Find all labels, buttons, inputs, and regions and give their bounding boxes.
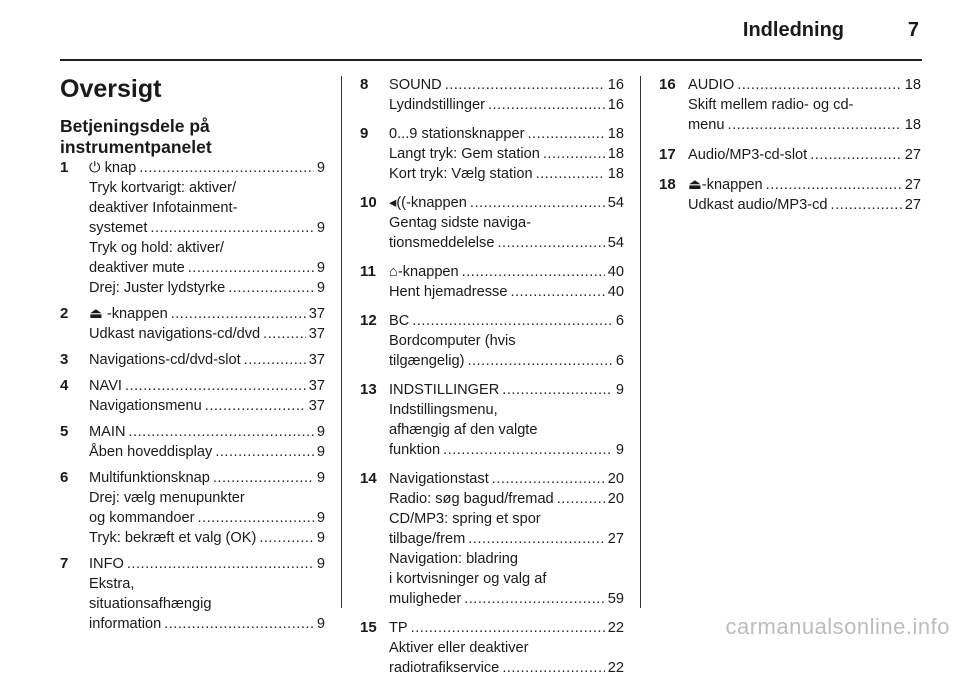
entry-line: [389, 549, 624, 569]
page-reference: 9: [615, 442, 624, 458]
dot-leader: [171, 304, 306, 324]
column-1: [60, 158, 325, 634]
dot-leader: [263, 324, 306, 344]
entry-text: Gentag sidste naviga-: [389, 215, 531, 231]
entry-line: [389, 400, 624, 420]
index-entry: [659, 75, 921, 135]
entry-line: [89, 278, 325, 298]
entry-line: [389, 164, 624, 184]
entry-text: NAVI: [89, 378, 122, 394]
page-reference: 59: [607, 591, 624, 607]
entry-number: 4: [60, 377, 69, 394]
entry-line: [389, 351, 624, 371]
dot-leader: [139, 158, 314, 178]
entry-line: [389, 311, 624, 331]
entry-number: 8: [360, 76, 369, 93]
dot-leader: [492, 469, 605, 489]
page-reference: 9: [316, 530, 325, 546]
dot-leader: [125, 376, 306, 396]
entry-text: Skift mellem radio- og cd-: [688, 97, 854, 113]
entry-number: 13: [360, 381, 377, 398]
dot-leader: [215, 442, 314, 462]
page-reference: 20: [607, 491, 624, 507]
entry-text: Multifunktionsknap: [89, 470, 210, 486]
page-reference: 27: [607, 531, 624, 547]
entry-line: [389, 638, 624, 658]
page-reference: 9: [316, 510, 325, 526]
entry-number: 9: [360, 125, 369, 142]
entry-line: [389, 193, 624, 213]
subsection-title: Betjeningsdele på instrumentpanelet: [60, 116, 212, 157]
index-entry: [659, 145, 921, 165]
entry-line: [688, 95, 921, 115]
dot-leader: [728, 115, 902, 135]
index-entry: [360, 262, 624, 302]
entry-number: 5: [60, 423, 69, 440]
entry-number: 16: [659, 76, 676, 93]
page-reference: 37: [308, 398, 325, 414]
page-reference: 9: [316, 444, 325, 460]
page-reference: 22: [607, 620, 624, 636]
index-entry: [360, 380, 624, 460]
page-reference: 54: [607, 235, 624, 251]
page-reference: 9: [316, 556, 325, 572]
column-divider-right: [640, 76, 641, 608]
page-reference: 9: [316, 280, 325, 296]
page-reference: 37: [308, 378, 325, 394]
watermark: carmanualsonline.info: [725, 614, 950, 639]
page-reference: 18: [607, 146, 624, 162]
dot-leader: [766, 175, 902, 195]
page-reference: 9: [316, 470, 325, 486]
page-reference: 16: [607, 77, 624, 93]
entry-line: [89, 614, 325, 634]
index-entry: [360, 124, 624, 184]
entry-text: Tryk og hold: aktiver/: [89, 240, 224, 256]
entry-line: [389, 331, 624, 351]
entry-text: 0...9 stationsknapper: [389, 126, 525, 142]
index-entry: [60, 376, 325, 416]
entry-line: [89, 422, 325, 442]
entry-number: 15: [360, 619, 377, 636]
entry-number: 2: [60, 305, 69, 322]
entry-number: 3: [60, 351, 69, 368]
entry-text: Kort tryk: Vælg station: [389, 166, 533, 182]
entry-text: Navigation: bladring: [389, 551, 518, 567]
entry-line: [89, 396, 325, 416]
header-title: Indledning: [742, 19, 844, 41]
entry-line: [89, 574, 325, 594]
entry-text: tionsmeddelelse: [389, 235, 495, 251]
entry-line: [389, 213, 624, 233]
entry-text: Udkast audio/MP3-cd: [688, 197, 828, 213]
page-reference: 18: [904, 117, 921, 133]
entry-line: [688, 75, 921, 95]
entry-text: ⏏-knappen: [688, 177, 763, 193]
entry-text: Radio: søg bagud/fremad: [389, 491, 554, 507]
entry-text: TP: [389, 620, 408, 636]
page-reference: 18: [607, 126, 624, 142]
page-reference: 6: [615, 353, 624, 369]
page-reference: 54: [607, 195, 624, 211]
entry-text: ⏻ knap: [89, 160, 137, 176]
index-entry: [360, 618, 624, 678]
entry-number: 7: [60, 555, 69, 572]
index-entry: [360, 75, 624, 115]
entry-text: INDSTILLINGER: [389, 382, 500, 398]
dot-leader: [536, 164, 605, 184]
entry-text: ⌂-knappen: [389, 264, 459, 280]
page-reference: 9: [316, 424, 325, 440]
entry-line: [89, 528, 325, 548]
dot-leader: [737, 75, 902, 95]
entry-line: [89, 468, 325, 488]
index-entry: [60, 158, 325, 298]
section-title: Oversigt: [60, 75, 162, 103]
entry-line: [389, 380, 624, 400]
entry-text: tilgængelig): [389, 353, 465, 369]
entry-text: systemet: [89, 220, 148, 236]
index-entry: [659, 175, 921, 215]
entry-line: [389, 509, 624, 529]
page-reference: 9: [316, 616, 325, 632]
entry-line: [89, 178, 325, 198]
entry-line: [389, 469, 624, 489]
entry-text: og kommandoer: [89, 510, 195, 526]
dot-leader: [543, 144, 605, 164]
dot-leader: [527, 124, 604, 144]
dot-leader: [464, 589, 605, 609]
entry-text: ⏏ -knappen: [89, 306, 168, 322]
dot-leader: [488, 95, 605, 115]
dot-leader: [510, 282, 604, 302]
index-entry: [60, 468, 325, 548]
column-2: [360, 75, 624, 678]
entry-line: [89, 554, 325, 574]
entry-text: Hent hjemadresse: [389, 284, 508, 300]
dot-leader: [445, 75, 605, 95]
entry-text: MAIN: [89, 424, 126, 440]
entry-line: [389, 589, 624, 609]
entry-line: [89, 238, 325, 258]
page-reference: 27: [904, 197, 921, 213]
entry-text: funktion: [389, 442, 441, 458]
page-reference: 9: [316, 160, 325, 176]
page-reference: 16: [607, 97, 624, 113]
entry-text: deaktiver mute: [89, 260, 185, 276]
entry-text: Langt tryk: Gem station: [389, 146, 540, 162]
entry-number: 14: [360, 470, 377, 487]
entry-line: [389, 529, 624, 549]
entry-line: [389, 233, 624, 253]
entry-line: [89, 158, 325, 178]
dot-leader: [831, 195, 902, 215]
entry-line: [89, 376, 325, 396]
index-entry: [60, 350, 325, 370]
entry-text: afhængig af den valgte: [389, 422, 538, 438]
dot-leader: [164, 614, 314, 634]
entry-text: deaktiver Infotainment-: [89, 200, 238, 216]
entry-line: [389, 95, 624, 115]
entry-text: tilbage/frem: [389, 531, 466, 547]
page-reference: 6: [615, 313, 624, 329]
dot-leader: [411, 618, 605, 638]
entry-text: BC: [389, 313, 410, 329]
dot-leader: [810, 145, 902, 165]
index-entry: [360, 193, 624, 253]
dot-leader: [188, 258, 314, 278]
index-entry: [60, 554, 325, 634]
entry-line: [389, 262, 624, 282]
entry-text: Bordcomputer (hvis: [389, 333, 516, 349]
entry-text: Audio/MP3-cd-slot: [688, 147, 808, 163]
entry-line: [389, 440, 624, 460]
index-entry: [60, 304, 325, 344]
entry-number: 6: [60, 469, 69, 486]
page-reference: 37: [308, 306, 325, 322]
entry-line: [89, 488, 325, 508]
dot-leader: [127, 554, 314, 574]
entry-line: [89, 258, 325, 278]
entry-line: [89, 508, 325, 528]
index-entry: [360, 311, 624, 371]
entry-line: [89, 198, 325, 218]
dot-leader: [128, 422, 313, 442]
dot-leader: [197, 508, 313, 528]
dot-leader: [412, 311, 613, 331]
entry-text: CD/MP3: spring et spor: [389, 511, 541, 527]
entry-number: 11: [360, 263, 376, 280]
entry-line: [89, 324, 325, 344]
entry-text: Drej: Juster lydstyrke: [89, 280, 226, 296]
entry-text: Åben hoveddisplay: [89, 444, 213, 460]
dot-leader: [150, 218, 313, 238]
dot-leader: [467, 351, 612, 371]
entry-line: [688, 115, 921, 135]
page-reference: 20: [607, 471, 624, 487]
entry-line: [389, 569, 624, 589]
page-reference: 9: [615, 382, 624, 398]
entry-line: [89, 304, 325, 324]
entry-text: Udkast navigations-cd/dvd: [89, 326, 261, 342]
entry-number: 10: [360, 194, 377, 211]
dot-leader: [213, 468, 314, 488]
dot-leader: [205, 396, 306, 416]
entry-line: [389, 489, 624, 509]
entry-line: [389, 124, 624, 144]
dot-leader: [502, 380, 613, 400]
dot-leader: [557, 489, 605, 509]
header-rule: [60, 59, 922, 61]
dot-leader: [259, 528, 314, 548]
entry-text: AUDIO: [688, 77, 735, 93]
entry-line: [389, 618, 624, 638]
entry-text: information: [89, 616, 162, 632]
entry-number: 17: [659, 146, 676, 163]
index-entry: [360, 469, 624, 609]
entry-line: [688, 175, 921, 195]
dot-leader: [443, 440, 613, 460]
entry-text: radiotrafikservice: [389, 660, 500, 676]
page-reference: 18: [607, 166, 624, 182]
page-reference: 27: [904, 147, 921, 163]
entry-number: 18: [659, 176, 676, 193]
entry-line: [389, 75, 624, 95]
page-reference: 18: [904, 77, 921, 93]
entry-text: Ekstra,: [89, 576, 135, 592]
entry-text: Navigationstast: [389, 471, 489, 487]
page-reference: 22: [607, 660, 624, 676]
entry-text: Navigations-cd/dvd-slot: [89, 352, 241, 368]
page-reference: 37: [308, 352, 325, 368]
index-entry: [60, 422, 325, 462]
entry-text: ◂((-knappen: [389, 195, 467, 211]
entry-text: SOUND: [389, 77, 442, 93]
entry-number: 1: [60, 159, 69, 176]
entry-line: [688, 195, 921, 215]
entry-line: [688, 145, 921, 165]
column-3: [659, 75, 921, 215]
dot-leader: [468, 529, 605, 549]
entry-line: [389, 658, 624, 678]
entry-line: [389, 144, 624, 164]
entry-text: muligheder: [389, 591, 462, 607]
page-reference: 40: [607, 284, 624, 300]
entry-line: [89, 218, 325, 238]
entry-line: [89, 442, 325, 462]
entry-text: Aktiver eller deaktiver: [389, 640, 529, 656]
page-reference: 37: [308, 326, 325, 342]
dot-leader: [462, 262, 605, 282]
page-reference: 9: [316, 220, 325, 236]
entry-text: Tryk: bekræft et valg (OK): [89, 530, 257, 546]
page-number: 7: [907, 19, 919, 41]
dot-leader: [502, 658, 604, 678]
entry-text: menu: [688, 117, 725, 133]
entry-line: [389, 420, 624, 440]
entry-text: Navigationsmenu: [89, 398, 202, 414]
column-divider-left: [341, 76, 342, 608]
entry-text: i kortvisninger og valg af: [389, 571, 547, 587]
entry-text: INFO: [89, 556, 124, 572]
entry-text: Lydindstillinger: [389, 97, 485, 113]
dot-leader: [228, 278, 314, 298]
page-reference: 9: [316, 260, 325, 276]
entry-text: Drej: vælg menupunkter: [89, 490, 245, 506]
entry-line: [89, 594, 325, 614]
dot-leader: [470, 193, 605, 213]
entry-text: Indstillingsmenu,: [389, 402, 498, 418]
entry-line: [89, 350, 325, 370]
entry-number: 12: [360, 312, 377, 329]
entry-line: [389, 282, 624, 302]
entry-text: Tryk kortvarigt: aktiver/: [89, 180, 237, 196]
dot-leader: [244, 350, 306, 370]
page-reference: 27: [904, 177, 921, 193]
dot-leader: [497, 233, 604, 253]
page-reference: 40: [607, 264, 624, 280]
entry-text: situationsafhængig: [89, 596, 212, 612]
